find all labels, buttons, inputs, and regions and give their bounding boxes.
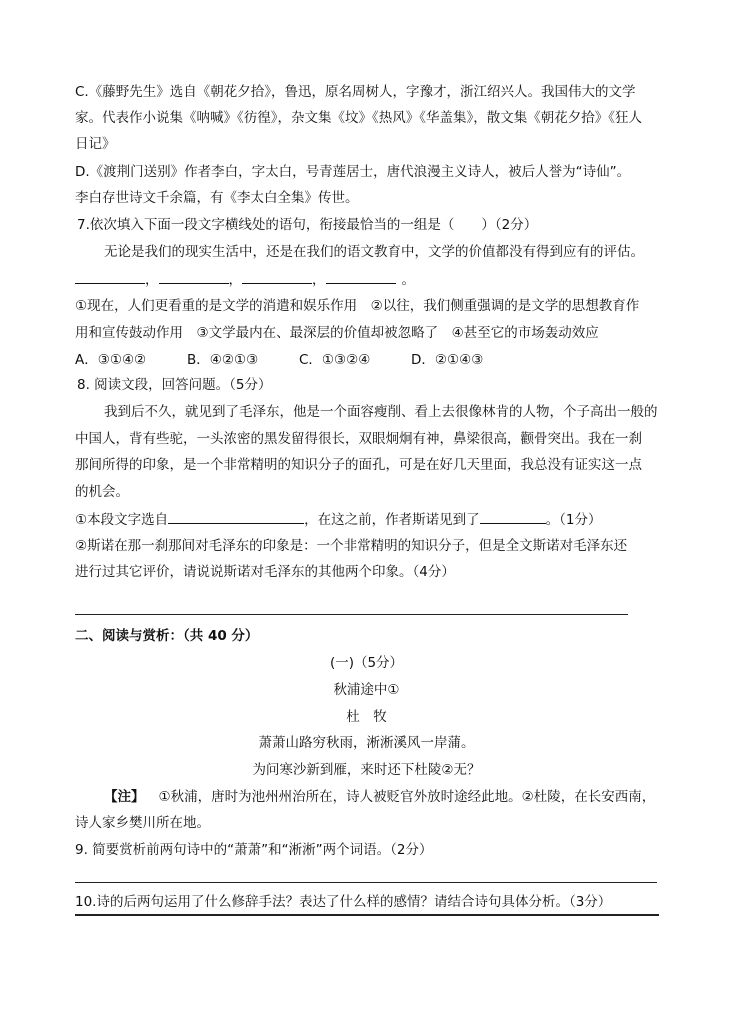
q7-sep-1: ，	[145, 272, 159, 288]
q8-sub1	[75, 510, 601, 529]
q8-stem: 8. 阅读文段，回答问题。（5分）	[77, 377, 272, 393]
q8-sub1-text-b: ，在这之前，作者斯诺见到了	[304, 512, 480, 528]
q10-text: 10.诗的后两句运用了什么修辞手法？表达了什么样的感情？请结合诗句具体分析。（3分）	[75, 894, 612, 910]
q7-blank-3[interactable]	[242, 270, 312, 284]
q9-answer-line[interactable]	[75, 882, 657, 883]
q7-blanks-line	[75, 270, 415, 289]
q7-stem: 7.依次填入下面一段文字横线处的语句，衔接最恰当的一组是（ ）（2分）	[77, 217, 538, 233]
q6-option-d-line1: D.《渡荆门送别》作者李白，字太白，号青莲居士，唐代浪漫主义诗人，被后人誉为“诗仙”。	[75, 164, 631, 180]
q8-sub1-blank-person[interactable]	[480, 510, 546, 524]
q10-answer-line[interactable]	[75, 914, 659, 916]
q7-options	[75, 351, 483, 369]
q8-sub1-text-a: ①本段文字选自	[75, 512, 169, 528]
q6-option-c-line1: C.《藤野先生》选自《朝花夕拾》，鲁迅，原名周树人，字豫才，浙江绍兴人。我国伟大的文学	[75, 84, 636, 100]
q7-choices-line2: 用和宣传鼓动作用 ③文学最内在、最深层的价值却被忽略了 ④甚至它的市场轰动效应	[75, 325, 599, 341]
q7-blank-4[interactable]	[326, 270, 396, 284]
q7-passage: 无论是我们的现实生活中，还是在我们的语文教育中，文学的价值都没有得到应有的评估。	[104, 244, 644, 260]
poem-line-2: 为问寒沙新到雁，来时还下杜陵②无？	[252, 762, 481, 778]
q6-option-c-line2: 家。代表作小说集《呐喊》《彷徨》，杂文集《坟》《热风》《华盖集》，散文集《朝花夕拾》《狂人	[75, 110, 642, 126]
poem-author: 杜 牧	[346, 709, 387, 725]
q8-sub2-line2: 进行过其它评价，请说说斯诺对毛泽东的其他两个印象。（4分）	[75, 564, 455, 580]
q9-text: 9. 简要赏析前两句诗中的“萧萧”和“淅淅”两个词语。（2分）	[75, 842, 433, 858]
q8-paragraph-line2: 中国人，背有些驼，一头浓密的黑发留得很长，双眼炯炯有神，鼻梁很高，颧骨突出。我在一刹	[75, 431, 642, 447]
q7-sep-3: ，	[312, 272, 326, 288]
q8-sub1-blank-source[interactable]	[168, 510, 304, 524]
q8-sub1-text-c: 。（1分）	[545, 512, 602, 528]
section2-title: 二、阅读与赏析：（共 40 分）	[75, 628, 259, 644]
poem-part-label: (一)（5分）	[329, 655, 404, 671]
q7-blank-1[interactable]	[75, 270, 145, 284]
poem-line-1: 萧萧山路穷秋雨，淅淅溪风一岸蒲。	[258, 735, 475, 751]
q6-option-d-line2: 李白存世诗文千余篇，有《李太白全集》传世。	[75, 190, 359, 206]
q8-answer-line[interactable]	[75, 614, 628, 615]
poem-note-label: 【注】	[104, 789, 145, 805]
poem-title: 秋浦途中①	[333, 682, 400, 698]
q8-paragraph-line4: 的机会。	[75, 484, 129, 500]
q7-option-a[interactable]: A．③①④②	[75, 352, 147, 368]
poem-note-line1	[104, 788, 655, 806]
q7-sep-2: ，	[228, 272, 242, 288]
q8-paragraph-line1: 我到后不久，就见到了毛泽东，他是一个面容瘦削、看上去很像林肯的人物，个子高出一般的	[104, 404, 658, 420]
q7-end: 。	[401, 272, 415, 288]
q7-option-b[interactable]: B．④②①③	[187, 352, 259, 368]
q8-sub2-line1: ②斯诺在那一刹那间对毛泽东的印象是：一个非常精明的知识分子，但是全文斯诺对毛泽东还	[75, 538, 628, 554]
q8-paragraph-line3: 那间所得的印象，是一个非常精明的知识分子的面孔，可是在好几天里面，我总没有证实这一点	[75, 457, 642, 473]
q6-option-c-line3: 日记》	[75, 136, 116, 152]
q7-blank-2[interactable]	[159, 270, 229, 284]
poem-note-text-1: ①秋浦，唐时为池州州治所在，诗人被贬官外放时途经此地。②杜陵，在长安西南，	[158, 789, 656, 805]
q7-choices-line1: ①现在，人们更看重的是文学的消遣和娱乐作用 ②以往，我们侧重强调的是文学的思想教育作	[75, 298, 640, 314]
q7-option-c[interactable]: C．①③②④	[299, 352, 371, 368]
poem-note-line2: 诗人家乡樊川所在地。	[75, 815, 210, 831]
q7-option-d[interactable]: D．②①④③	[411, 352, 484, 368]
